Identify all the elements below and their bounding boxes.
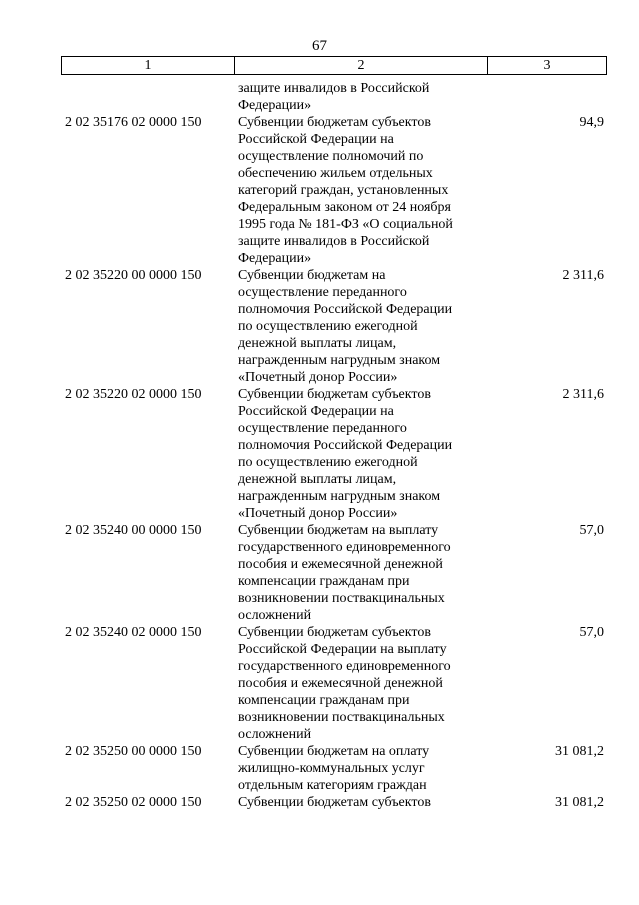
income-name-line: обеспечению жильем отдельных — [238, 166, 433, 181]
income-name — [220, 114, 480, 267]
table-row — [0, 743, 639, 794]
income-name-line: возникновении поствакцинальных — [238, 710, 445, 725]
income-name-line: осложнений — [238, 727, 312, 742]
income-name-line: Российской Федерации на выплату — [238, 642, 447, 657]
income-name-line: Субвенции бюджетам на — [238, 268, 386, 283]
table-row — [0, 522, 639, 624]
budget-code: 2 02 35176 02 0000 150 — [65, 115, 202, 130]
income-name-line: Субвенции бюджетам на оплату — [238, 744, 430, 759]
income-name-line: осложнений — [238, 608, 312, 623]
amount-value — [480, 80, 604, 114]
income-name-line: 1995 года № 181-ФЗ «О социальной — [238, 217, 453, 232]
budget-code: 2 02 35250 02 0000 150 — [65, 795, 202, 810]
budget-code: 2 02 35240 02 0000 150 — [65, 625, 202, 640]
table-row — [0, 794, 639, 811]
income-name-line: денежной выплаты лицам, — [238, 336, 397, 351]
page-number: 67 — [312, 38, 327, 54]
income-name-line: Федеральным законом от 24 ноября — [238, 200, 451, 215]
income-name-line: полномочия Российской Федерации — [238, 438, 453, 453]
income-name — [220, 386, 480, 522]
income-name-line: отдельным категориям граждан — [238, 778, 427, 793]
income-name — [220, 522, 480, 624]
income-name-line: пособия и ежемесячной денежной — [238, 676, 443, 691]
income-name-line: осуществление полномочий по — [238, 149, 424, 164]
amount-value: 57,0 — [579, 625, 604, 640]
income-name-line: Федерации» — [238, 98, 312, 113]
table-row — [0, 624, 639, 743]
income-name-line: защите инвалидов в Российской — [238, 234, 430, 249]
income-name-line: Субвенции бюджетам на выплату — [238, 523, 439, 538]
budget-code: 2 02 35220 02 0000 150 — [65, 387, 202, 402]
income-name-line: награжденным нагрудным знаком — [238, 489, 441, 504]
amount-value: 31 081,2 — [555, 744, 604, 759]
income-name-line: государственного единовременного — [238, 540, 451, 555]
income-name — [220, 624, 480, 743]
income-name-line: защите инвалидов в Российской — [238, 81, 430, 96]
income-name-line: Субвенции бюджетам субъектов — [238, 387, 431, 402]
amount-value: 57,0 — [579, 523, 604, 538]
income-name-line: компенсации гражданам при — [238, 574, 410, 589]
income-name-line: по осуществлению ежегодной — [238, 455, 418, 470]
budget-code: 2 02 35220 00 0000 150 — [65, 268, 202, 283]
budget-code: 2 02 35240 00 0000 150 — [65, 523, 202, 538]
income-name-line: Российской Федерации на — [238, 404, 394, 419]
income-name-line: категорий граждан, установленных — [238, 183, 449, 198]
table-row — [0, 386, 639, 522]
income-name-line: Субвенции бюджетам субъектов — [238, 795, 431, 810]
income-name — [220, 743, 480, 794]
income-name-line: осуществление переданного — [238, 285, 407, 300]
income-name-line: Субвенции бюджетам субъектов — [238, 625, 431, 640]
budget-code: 2 02 35250 00 0000 150 — [65, 744, 202, 759]
income-name-line: пособия и ежемесячной денежной — [238, 557, 443, 572]
income-name-line: государственного единовременного — [238, 659, 451, 674]
income-name-line: Федерации» — [238, 251, 312, 266]
income-name-line: Субвенции бюджетам субъектов — [238, 115, 431, 130]
income-name-line: жилищно-коммунальных услуг — [238, 761, 425, 776]
income-name-line: осуществление переданного — [238, 421, 407, 436]
income-name-line: «Почетный донор России» — [238, 370, 398, 385]
income-name — [220, 794, 480, 811]
amount-value: 31 081,2 — [555, 795, 604, 810]
table-body — [0, 80, 639, 811]
income-name-line: полномочия Российской Федерации — [238, 302, 453, 317]
income-name — [220, 267, 480, 386]
amount-value: 94,9 — [579, 115, 604, 130]
amount-value: 2 311,6 — [562, 268, 604, 283]
income-name-line: денежной выплаты лицам, — [238, 472, 397, 487]
header-col-2: 2 — [235, 57, 488, 74]
income-name — [220, 80, 480, 114]
table-row — [0, 267, 639, 386]
income-name-line: компенсации гражданам при — [238, 693, 410, 708]
header-col-1: 1 — [62, 57, 235, 74]
amount-value: 2 311,6 — [562, 387, 604, 402]
income-name-line: Российской Федерации на — [238, 132, 394, 147]
table-row — [0, 114, 639, 267]
income-name-line: «Почетный донор России» — [238, 506, 398, 521]
table-row — [0, 80, 639, 114]
table-header — [61, 56, 607, 75]
income-name-line: по осуществлению ежегодной — [238, 319, 418, 334]
header-col-3: 3 — [543, 58, 551, 73]
income-name-line: возникновении поствакцинальных — [238, 591, 445, 606]
budget-code — [0, 80, 220, 114]
income-name-line: награжденным нагрудным знаком — [238, 353, 441, 368]
